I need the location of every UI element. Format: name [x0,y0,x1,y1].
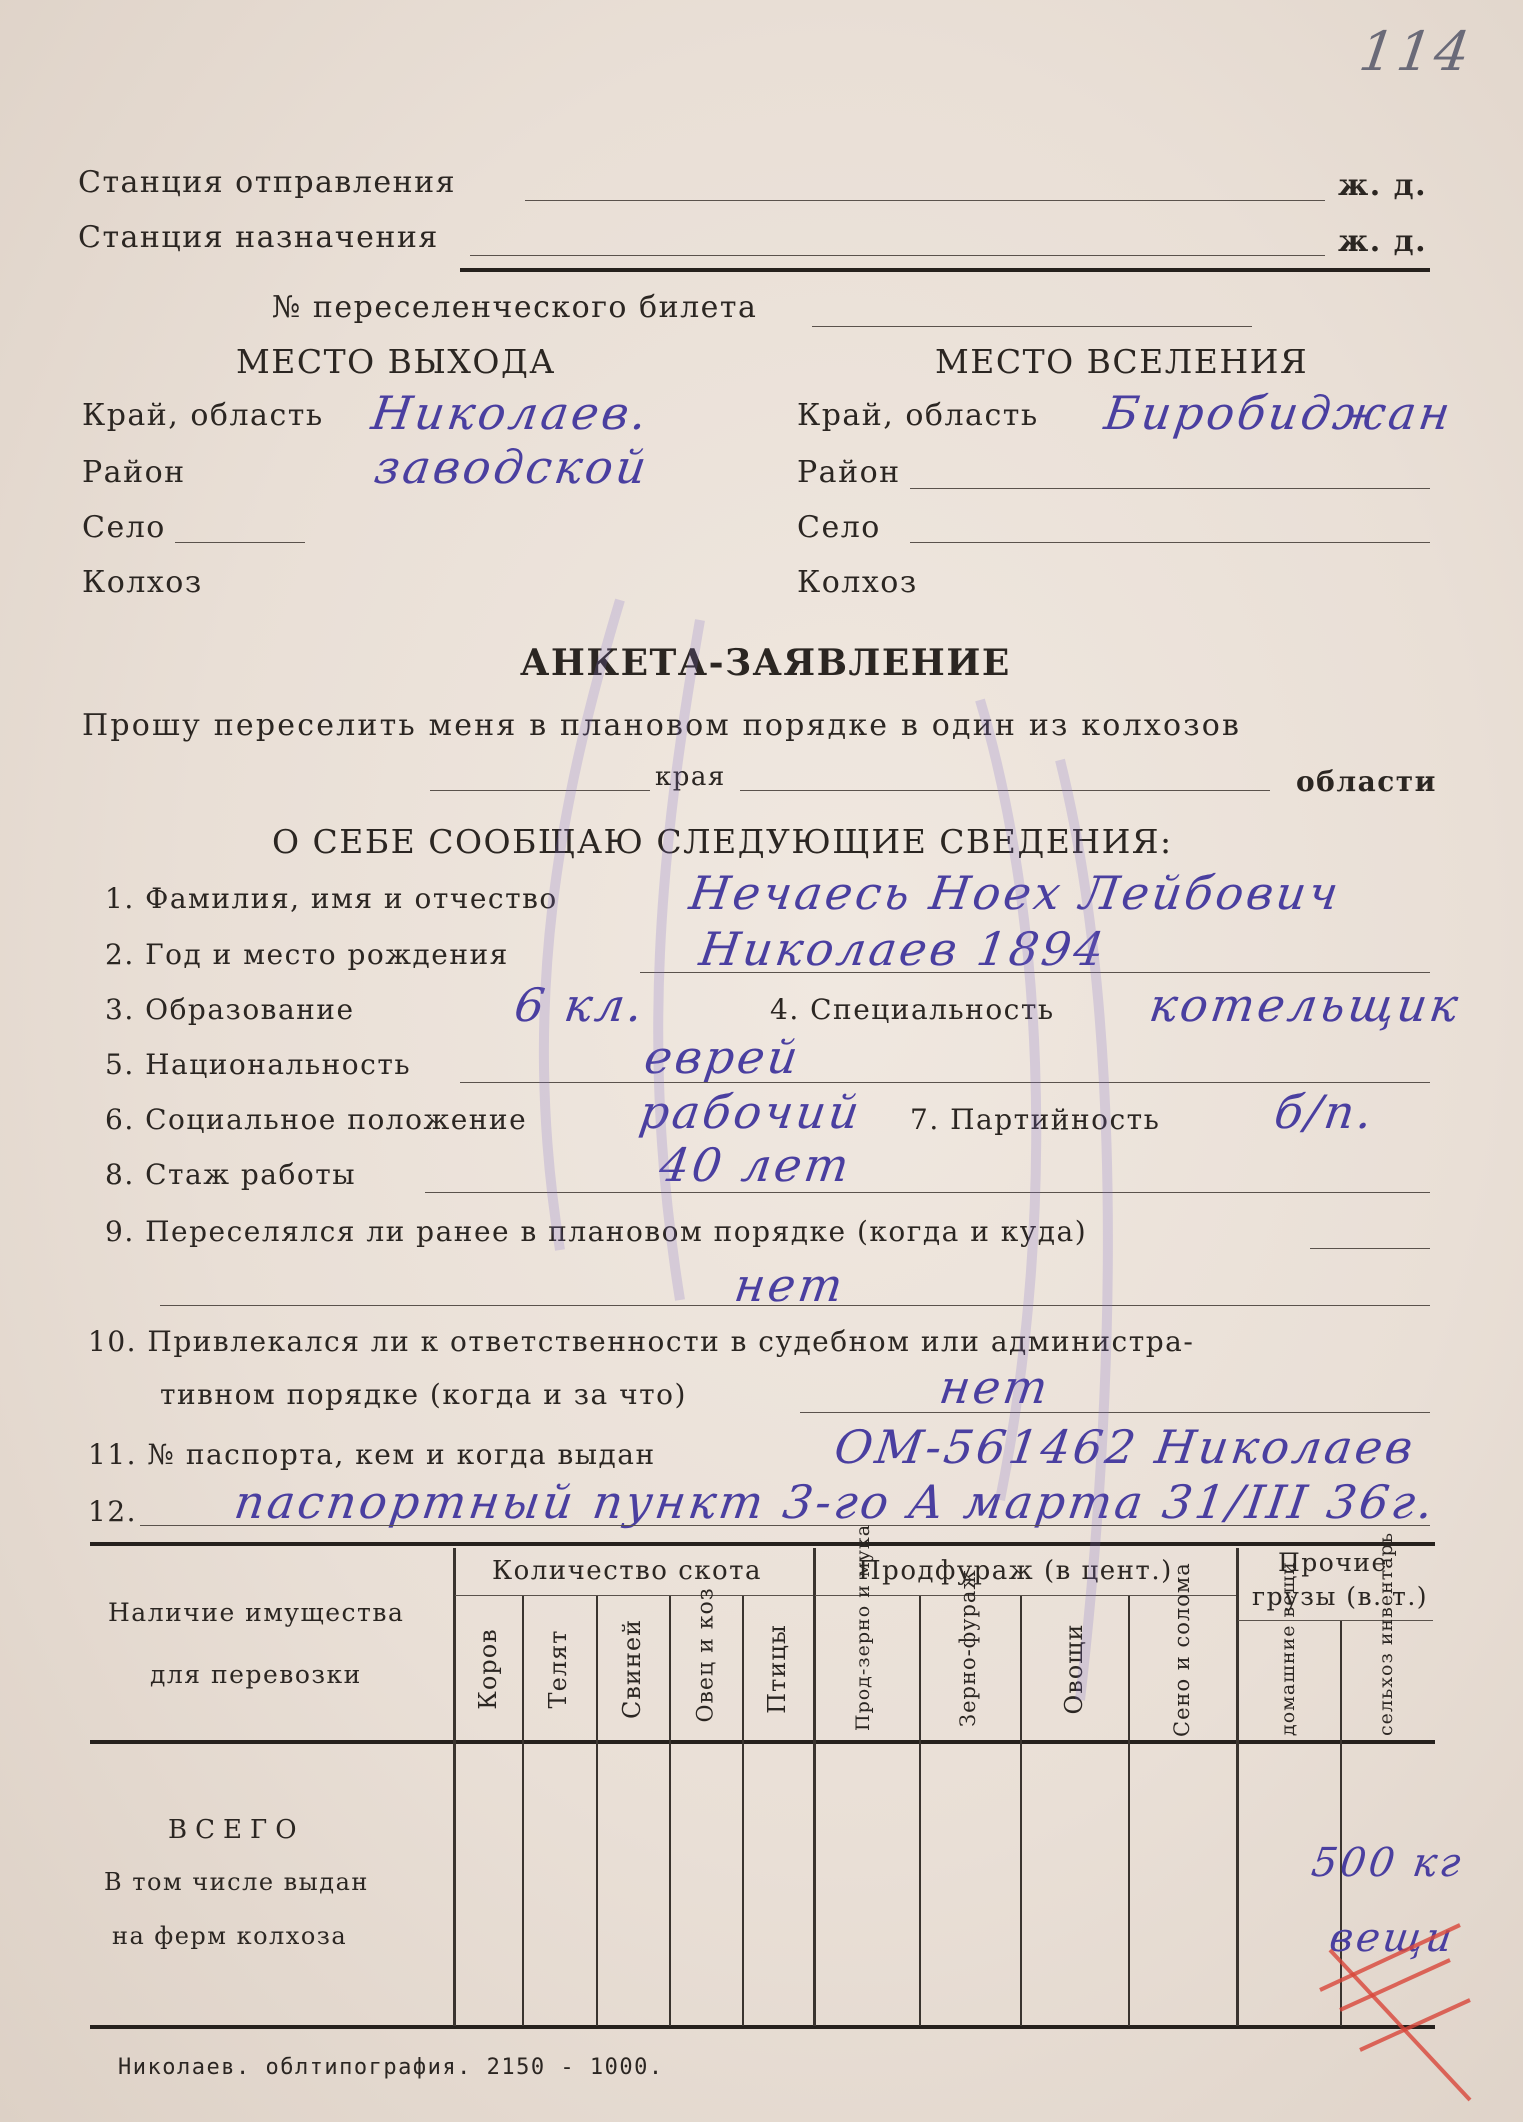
field-8-label: 8. Стаж работы [105,1158,356,1191]
table-other-value-line2: вещи [1326,1915,1458,1961]
field-12-line [140,1525,1430,1526]
field-10-line [800,1412,1430,1413]
destination-station-label: Станция назначения [78,220,439,255]
exit-district-label: Район [82,455,186,490]
table-col-sheep-goats: Овец и коз [693,1587,719,1723]
table-col-sep-1 [453,1548,456,2026]
entry-title: МЕСТО ВСЕЛЕНИЯ [935,342,1309,381]
field-8-line [425,1192,1430,1193]
field-4-value: котельщик [1146,978,1465,1032]
field-12-value: паспортный пункт 3-го А марта 31/III 36г. [231,1475,1440,1529]
field-11-value: ОМ-561462 Николаев [831,1420,1419,1474]
table-group-other-line1: Прочие [1278,1548,1388,1577]
table-col-grain-feed: Зерно-фураж [956,1569,980,1727]
field-5-line [460,1082,1430,1083]
entry-district-line [910,488,1430,489]
destination-rail-suffix: ж. д. [1338,224,1428,259]
table-col-pigs: Свиней [618,1618,646,1719]
field-9-label: 9. Переселялся ли ранее в плановом порядке (когда и куда) [105,1215,1088,1248]
archive-number: 114 [1355,20,1477,83]
destination-station-line [470,255,1325,256]
field-4-label: 4. Специальность [770,993,1055,1026]
entry-kolkhoz-label: Колхоз [797,565,918,600]
request-line1: Прошу переселить меня в плановом порядке в один из колхозов [82,708,1242,743]
field-10-label-line2: тивном порядке (когда и за что) [160,1378,687,1411]
field-6-value: рабочий [636,1085,866,1139]
table-col-sep-3 [596,1595,598,2026]
table-col-sep-6 [813,1548,816,2026]
table-group-rule-other [1238,1620,1433,1621]
field-9-value: нет [731,1258,849,1312]
table-col-sep-5 [742,1595,744,2026]
oblast-label: области [1296,765,1437,798]
field-6-label: 6. Социальное положение [105,1103,528,1136]
departure-station-line [525,200,1325,201]
table-col-sep-9 [1128,1595,1130,2026]
field-2-line [640,972,1430,973]
field-12-label: 12. [88,1495,138,1528]
field-1-label: 1. Фамилия, имя и отчество [105,882,558,915]
table-col-cows: Коров [474,1628,502,1710]
field-10-label-line1: 10. Привлекался ли к ответственности в судебном или администра- [88,1325,1195,1358]
entry-region-label: Край, область [797,398,1039,433]
exit-region-label: Край, область [82,398,324,433]
exit-village-line [175,542,305,543]
table-row-header-line1: Наличие имущества [108,1598,405,1627]
table-col-sep-4 [669,1595,671,2026]
table-issued-line2: на ферм колхоза [112,1922,348,1950]
table-issued-line1: В том числе выдан [104,1868,369,1896]
exit-village-label: Село [82,510,166,545]
field-5-label: 5. Национальность [105,1048,412,1081]
field-1-value: Нечаесь Ноех Лейбович [686,866,1345,920]
exit-title: МЕСТО ВЫХОДА [236,342,556,381]
table-group-livestock: Количество скота [492,1556,763,1586]
field-3-value: 6 кл. [511,978,650,1032]
table-bottom-rule [90,2025,1435,2029]
entry-village-label: Село [797,510,881,545]
entry-district-label: Район [797,455,901,490]
field-8-value: 40 лет [656,1138,856,1192]
table-col-vegetables: Овощи [1060,1623,1088,1715]
field-5-value: еврей [641,1030,805,1084]
field-11-label: 11. № паспорта, кем и когда выдан [88,1438,656,1471]
table-col-poultry: Птицы [763,1624,791,1714]
form-title: АНКЕТА-ЗАЯВЛЕНИЕ [520,642,1011,684]
kray-label: края [655,762,726,792]
exit-region-value: Николаев. [368,386,654,440]
exit-district-value: заводской [371,440,653,494]
table-row-header-line2: для перевозки [150,1660,362,1689]
table-group-other-line2: грузы (в. т.) [1252,1582,1429,1611]
field-2-label: 2. Год и место рождения [105,938,509,971]
departure-station-label: Станция отправления [78,165,457,200]
table-col-sep-8 [1020,1595,1022,2026]
table-other-value-line1: 500 кг [1308,1840,1467,1886]
kray-line [430,790,650,791]
field-3-label: 3. Образование [105,993,355,1026]
exit-kolkhoz-label: Колхоз [82,565,203,600]
field-7-label: 7. Партийность [910,1103,1161,1136]
table-col-sep-7 [919,1595,921,2026]
field-7-value: б/п. [1271,1085,1379,1139]
table-header-rule [90,1740,1435,1744]
field-10-value: нет [936,1360,1054,1414]
header-rule [460,268,1430,272]
table-col-sep-2 [522,1595,524,2026]
table-total-label: ВСЕГО [168,1815,305,1845]
ticket-number-line [812,326,1252,327]
table-col-calves: Телят [544,1629,572,1709]
table-col-sep-11 [1340,1620,1342,2026]
oblast-line [740,790,1270,791]
departure-rail-suffix: ж. д. [1338,168,1428,203]
table-top-rule [90,1542,1435,1546]
field-9-line-b [160,1305,1430,1306]
table-col-farm-tools: сельхоз инвентарь [1375,1531,1397,1736]
info-heading: О СЕБЕ СООБЩАЮ СЛЕДУЮЩИЕ СВЕДЕНИЯ: [272,822,1173,861]
entry-region-value: Биробиджан [1101,386,1457,440]
entry-village-line [910,542,1430,543]
field-2-value: Николаев 1894 [696,922,1111,976]
table-col-household: домашние вещи [1277,1561,1299,1736]
ticket-number-label: № переселенческого билета [272,290,758,325]
table-col-hay-straw: Сено и солома [1170,1562,1194,1737]
printer-imprint: Николаев. облтипография. 2150 - 1000. [118,2055,664,2080]
field-9-line-a [1310,1248,1430,1249]
table-group-feed: Продфураж (в цент.) [858,1556,1173,1586]
table-group-rule-livestock [455,1595,813,1596]
table-col-grain-flour: Прод-зерно и мука [852,1523,874,1731]
